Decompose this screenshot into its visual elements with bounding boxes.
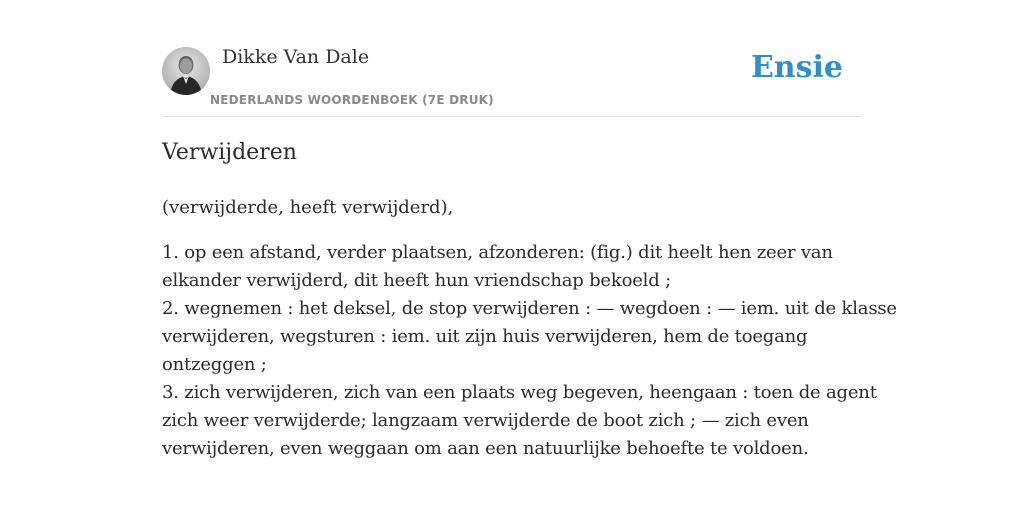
entry-card — [162, 0, 897, 512]
definition-line: verwijderen, wegsturen : iem. uit zijn huis verwijderen, hem de toegang — [162, 326, 808, 347]
author-name[interactable]: Dikke Van Dale — [222, 46, 370, 68]
definition-line: ontzeggen ; — [162, 354, 267, 375]
definition-line: verwijderen, even weggaan om aan een natuurlijke behoefte te voldoen. — [162, 438, 809, 459]
source-label: NEDERLANDS WOORDENBOEK (7E DRUK) — [210, 93, 494, 107]
definition-line: 2. wegnemen : het deksel, de stop verwijderen : — wegdoen : — iem. uit de klasse — [162, 298, 897, 319]
entry-forms: (verwijderde, heeft verwijderd), — [162, 197, 454, 218]
portrait-icon — [162, 47, 210, 95]
entry-definition — [162, 239, 897, 463]
entry-title: Verwijderen — [162, 140, 297, 165]
definition-line: 1. op een afstand, verder plaatsen, afzonderen: (fig.) dit heelt hen zeer van — [162, 242, 833, 263]
author-avatar[interactable] — [162, 47, 210, 95]
entry-header — [162, 0, 862, 117]
definition-line: elkander verwijderd, dit heeft hun vriendschap bekoeld ; — [162, 270, 671, 291]
definition-line: 3. zich verwijderen, zich van een plaats weg begeven, heengaan : toen de agent — [162, 382, 877, 403]
definition-line: zich weer verwijderde; langzaam verwijderde de boot zich ; — zich even — [162, 410, 809, 431]
ensie-logo[interactable]: Ensie — [750, 50, 843, 85]
